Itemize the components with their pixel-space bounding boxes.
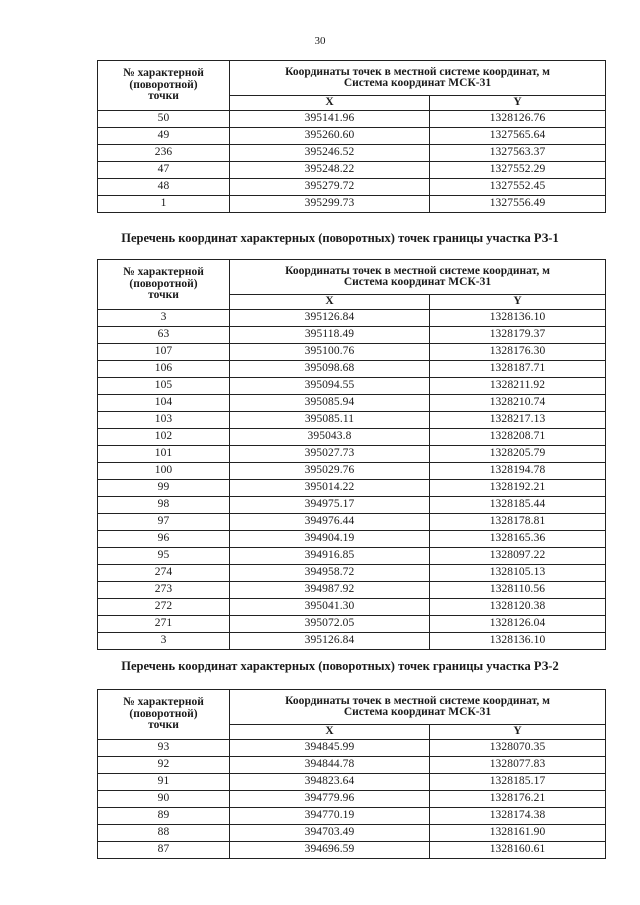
point-header-line1: № характерной xyxy=(123,266,204,279)
y-coordinate-cell: 1328179.37 xyxy=(430,327,606,344)
coordinates-header-line1: Координаты точек в местной системе координат, м xyxy=(285,264,550,277)
x-coordinate-cell: 394987.92 xyxy=(230,582,430,599)
point-number-header xyxy=(98,61,230,111)
point-header-line3: точки xyxy=(148,90,179,103)
x-coordinate-cell: 395029.76 xyxy=(230,463,430,480)
heading-rz1: Перечень координат характерных (поворотных) точек границы участка РЗ-1 xyxy=(121,231,559,245)
table-row xyxy=(98,740,606,757)
point-number-cell: 90 xyxy=(98,791,230,808)
x-coordinate-cell: 394975.17 xyxy=(230,497,430,514)
coordinates-header xyxy=(230,61,606,96)
x-coordinate-cell: 395248.22 xyxy=(230,162,430,179)
x-coordinate-cell: 395126.84 xyxy=(230,310,430,327)
x-coordinate-cell: 394916.85 xyxy=(230,548,430,565)
coordinates-header-line2: Система координат МСК-31 xyxy=(343,77,492,89)
y-coordinate-cell: 1328120.38 xyxy=(430,599,606,616)
table-row xyxy=(98,757,606,774)
x-coordinate-cell: 395041.30 xyxy=(230,599,430,616)
y-coordinate-cell: 1328217.13 xyxy=(430,412,606,429)
point-number-header xyxy=(98,260,230,310)
x-coordinate-cell: 395098.68 xyxy=(230,361,430,378)
y-coordinate-cell: 1328105.13 xyxy=(430,565,606,582)
table-row xyxy=(98,196,606,213)
y-coordinate-cell: 1328178.81 xyxy=(430,514,606,531)
table-row xyxy=(98,429,606,446)
point-number-cell: 98 xyxy=(98,497,230,514)
x-coordinate-cell: 394823.64 xyxy=(230,774,430,791)
x-coordinate-cell: 395085.94 xyxy=(230,395,430,412)
point-number-cell: 93 xyxy=(98,740,230,757)
point-header-line2: (поворотной) xyxy=(129,78,198,91)
y-coordinate-cell: 1328097.22 xyxy=(430,548,606,565)
point-number-cell: 89 xyxy=(98,808,230,825)
point-number-cell: 99 xyxy=(98,480,230,497)
table-row xyxy=(98,344,606,361)
y-coordinate-cell: 1328185.17 xyxy=(430,774,606,791)
point-number-cell: 50 xyxy=(98,111,230,128)
y-column-header: Y xyxy=(430,295,606,310)
coordinates-table-rz2 xyxy=(97,689,606,859)
table-row xyxy=(98,531,606,548)
table-row xyxy=(98,310,606,327)
coordinates-header xyxy=(230,690,606,725)
x-coordinate-cell: 395118.49 xyxy=(230,327,430,344)
x-coordinate-cell: 395246.52 xyxy=(230,145,430,162)
point-number-cell: 97 xyxy=(98,514,230,531)
table-row xyxy=(98,480,606,497)
table-body xyxy=(98,111,606,213)
table-row xyxy=(98,497,606,514)
table-row xyxy=(98,463,606,480)
coordinates-header-line1: Координаты точек в местной системе координат, м xyxy=(285,694,550,707)
y-coordinate-cell: 1327563.37 xyxy=(430,145,606,162)
coordinates-header-line2: Система координат МСК-31 xyxy=(343,276,492,288)
table-row xyxy=(98,599,606,616)
point-number-cell: 3 xyxy=(98,633,230,650)
y-coordinate-cell: 1328136.10 xyxy=(430,633,606,650)
y-coordinate-cell: 1327552.45 xyxy=(430,179,606,196)
x-coordinate-cell: 394696.59 xyxy=(230,842,430,859)
table-row xyxy=(98,808,606,825)
y-coordinate-cell: 1328070.35 xyxy=(430,740,606,757)
y-coordinate-cell: 1327552.29 xyxy=(430,162,606,179)
y-coordinate-cell: 1328110.56 xyxy=(430,582,606,599)
point-number-cell: 47 xyxy=(98,162,230,179)
table-row xyxy=(98,395,606,412)
point-number-cell: 274 xyxy=(98,565,230,582)
x-coordinate-cell: 394779.96 xyxy=(230,791,430,808)
x-coordinate-cell: 395094.55 xyxy=(230,378,430,395)
x-coordinate-cell: 394703.49 xyxy=(230,825,430,842)
y-coordinate-cell: 1328176.30 xyxy=(430,344,606,361)
coordinates-table-top xyxy=(97,60,606,213)
x-coordinate-cell: 394904.19 xyxy=(230,531,430,548)
point-number-cell: 87 xyxy=(98,842,230,859)
table-row xyxy=(98,842,606,859)
y-coordinate-cell: 1328160.61 xyxy=(430,842,606,859)
coordinates-table-rz1 xyxy=(97,259,606,650)
point-number-cell: 236 xyxy=(98,145,230,162)
point-number-cell: 88 xyxy=(98,825,230,842)
point-number-cell: 103 xyxy=(98,412,230,429)
point-number-cell: 95 xyxy=(98,548,230,565)
point-number-cell: 92 xyxy=(98,757,230,774)
table-row xyxy=(98,361,606,378)
table-row xyxy=(98,548,606,565)
x-coordinate-cell: 395299.73 xyxy=(230,196,430,213)
x-coordinate-cell: 394844.78 xyxy=(230,757,430,774)
point-number-cell: 272 xyxy=(98,599,230,616)
x-coordinate-cell: 394845.99 xyxy=(230,740,430,757)
x-coordinate-cell: 395043.8 xyxy=(230,429,430,446)
table-row xyxy=(98,446,606,463)
y-coordinate-cell: 1327565.64 xyxy=(430,128,606,145)
point-header-line1: № характерной xyxy=(123,696,204,709)
coordinates-header-line1: Координаты точек в местной системе координат, м xyxy=(285,65,550,78)
x-column-header: X xyxy=(230,96,430,111)
point-header-line1: № характерной xyxy=(123,67,204,80)
point-number-cell: 101 xyxy=(98,446,230,463)
y-coordinate-cell: 1328126.76 xyxy=(430,111,606,128)
point-number-cell: 273 xyxy=(98,582,230,599)
x-coordinate-cell: 395126.84 xyxy=(230,633,430,650)
x-coordinate-cell: 394958.72 xyxy=(230,565,430,582)
y-coordinate-cell: 1328194.78 xyxy=(430,463,606,480)
table-row xyxy=(98,145,606,162)
point-number-cell: 100 xyxy=(98,463,230,480)
y-coordinate-cell: 1328185.44 xyxy=(430,497,606,514)
table-row xyxy=(98,514,606,531)
y-coordinate-cell: 1328161.90 xyxy=(430,825,606,842)
point-number-cell: 48 xyxy=(98,179,230,196)
point-number-cell: 104 xyxy=(98,395,230,412)
table-row xyxy=(98,582,606,599)
x-coordinate-cell: 395279.72 xyxy=(230,179,430,196)
y-coordinate-cell: 1328165.36 xyxy=(430,531,606,548)
y-coordinate-cell: 1328205.79 xyxy=(430,446,606,463)
table-body xyxy=(98,310,606,650)
table-row xyxy=(98,111,606,128)
point-number-cell: 107 xyxy=(98,344,230,361)
point-header-line2: (поворотной) xyxy=(129,277,198,290)
table-row xyxy=(98,616,606,633)
table-row xyxy=(98,633,606,650)
y-coordinate-cell: 1328136.10 xyxy=(430,310,606,327)
table-row xyxy=(98,565,606,582)
x-coordinate-cell: 395072.05 xyxy=(230,616,430,633)
y-coordinate-cell: 1328187.71 xyxy=(430,361,606,378)
x-coordinate-cell: 395260.60 xyxy=(230,128,430,145)
point-number-cell: 3 xyxy=(98,310,230,327)
y-coordinate-cell: 1328126.04 xyxy=(430,616,606,633)
x-coordinate-cell: 395027.73 xyxy=(230,446,430,463)
table-row xyxy=(98,179,606,196)
x-column-header: X xyxy=(230,725,430,740)
y-column-header: Y xyxy=(430,96,606,111)
x-coordinate-cell: 395014.22 xyxy=(230,480,430,497)
point-number-cell: 271 xyxy=(98,616,230,633)
heading-rz2: Перечень координат характерных (поворотных) точек границы участка РЗ-2 xyxy=(121,659,559,673)
x-coordinate-cell: 395141.96 xyxy=(230,111,430,128)
y-coordinate-cell: 1328208.71 xyxy=(430,429,606,446)
x-coordinate-cell: 394770.19 xyxy=(230,808,430,825)
point-number-cell: 106 xyxy=(98,361,230,378)
table-row xyxy=(98,162,606,179)
point-number-header xyxy=(98,690,230,740)
table-row xyxy=(98,378,606,395)
table-row xyxy=(98,128,606,145)
table-row xyxy=(98,774,606,791)
table-body xyxy=(98,740,606,859)
x-column-header: X xyxy=(230,295,430,310)
y-coordinate-cell: 1328211.92 xyxy=(430,378,606,395)
y-coordinate-cell: 1328174.38 xyxy=(430,808,606,825)
point-number-cell: 49 xyxy=(98,128,230,145)
point-number-cell: 102 xyxy=(98,429,230,446)
x-coordinate-cell: 395100.76 xyxy=(230,344,430,361)
table-row xyxy=(98,825,606,842)
point-header-line3: точки xyxy=(148,719,179,732)
table-row xyxy=(98,791,606,808)
point-number-cell: 63 xyxy=(98,327,230,344)
x-coordinate-cell: 395085.11 xyxy=(230,412,430,429)
table-row xyxy=(98,412,606,429)
coordinates-header xyxy=(230,260,606,295)
table-row xyxy=(98,327,606,344)
point-number-cell: 105 xyxy=(98,378,230,395)
y-coordinate-cell: 1327556.49 xyxy=(430,196,606,213)
point-number-cell: 1 xyxy=(98,196,230,213)
point-number-cell: 91 xyxy=(98,774,230,791)
x-coordinate-cell: 394976.44 xyxy=(230,514,430,531)
y-coordinate-cell: 1328192.21 xyxy=(430,480,606,497)
y-coordinate-cell: 1328176.21 xyxy=(430,791,606,808)
coordinates-header-line2: Система координат МСК-31 xyxy=(343,706,492,718)
y-column-header: Y xyxy=(430,725,606,740)
point-header-line2: (поворотной) xyxy=(129,707,198,720)
y-coordinate-cell: 1328210.74 xyxy=(430,395,606,412)
page-number: 30 xyxy=(314,35,326,47)
point-header-line3: точки xyxy=(148,289,179,302)
point-number-cell: 96 xyxy=(98,531,230,548)
y-coordinate-cell: 1328077.83 xyxy=(430,757,606,774)
